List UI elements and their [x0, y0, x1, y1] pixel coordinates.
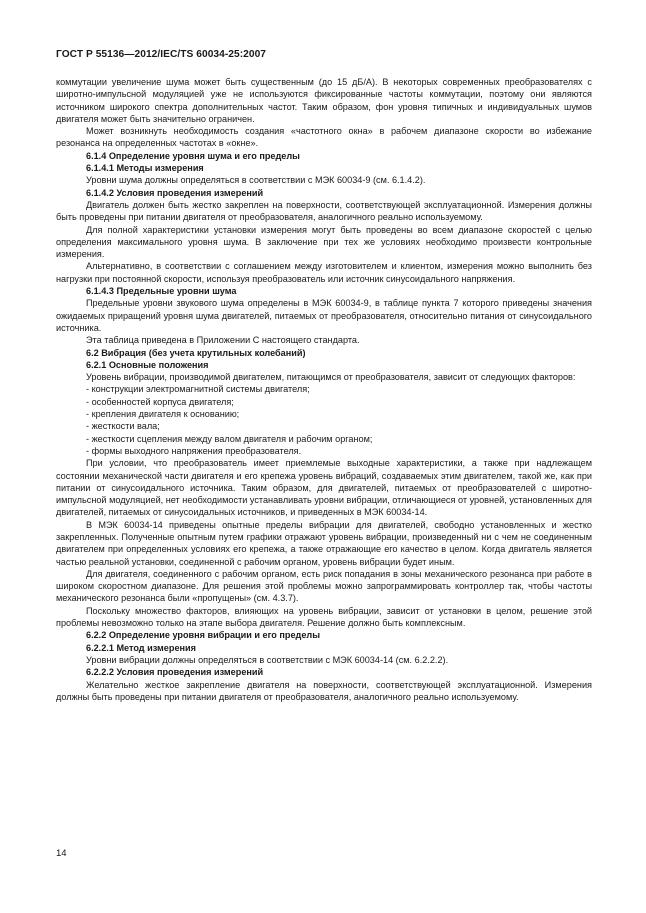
list-item: - жесткости вала; [86, 421, 160, 432]
list-item: - особенностей корпуса двигателя; [86, 396, 234, 407]
section-heading: 6.2.2 Определение уровня вибрации и его пределы [86, 630, 321, 641]
paragraph: Может возникнуть необходимость создания «частотного окна» в рабочем диапазоне скорости во избежание резонанса на определенных частотах в «окне». [56, 126, 592, 149]
paragraph: Желательно жесткое закрепление двигателя на поверхности, соответствующей эксплуатационной. Измерения должны быть проведены при питании двигателя от преобразователя, аналогичного реально используемому. [56, 679, 592, 702]
paragraph: коммутации увеличение шума может быть существенным (до 15 дБ/А). В некоторых современных преобразователях с широтно-импульсной модуляцией уже не используются фиксированные частоты коммутации, поэтому они являются источником широкого спектра дополнительных частот. Таким образом, фон уровня типичных и индивидуальных шумов двигателя может быть значительно ограничен. [56, 77, 592, 124]
section-heading: 6.2.2.2 Условия проведения измерений [86, 667, 264, 678]
paragraph: Для двигателя, соединенного с рабочим органом, есть риск попадания в зоны механического резонанса при работе в широком скоростном диапазоне. Для решения этой проблемы можно запрограммировать контроллер так, чтобы частоты механического резонанса были «пропущены» (см. 4.3.7). [56, 568, 592, 604]
section-heading: 6.2 Вибрация (без учета крутильных колебаний) [86, 347, 306, 358]
paragraph: Для полной характеристики установки измерения могут быть проведены во всем диапазоне скоростей с целью определения максимального уровня шума. В заключение при тех же условиях необходимо произвести контрольные измерения. [56, 224, 592, 260]
document-header: ГОСТ Р 55136—2012/IEC/TS 60034-25:2007 [56, 49, 267, 60]
paragraph: Поскольку множество факторов, влияющих на уровень вибрации, зависит от установки в целом, решение этой проблемы невозможно только на этапе выбора двигателя. Решение должно быть комплексным. [56, 605, 592, 629]
paragraph: Уровни вибрации должны определяться в соответствии с МЭК 60034-14 (см. 6.2.2.2). [86, 654, 449, 665]
section-heading: 6.1.4.1 Методы измерения [86, 163, 204, 174]
section-heading: 6.1.4.2 Условия проведения измерений [86, 187, 264, 198]
list-item: - конструкции электромагнитной системы двигателя; [86, 384, 310, 395]
section-heading: 6.2.1 Основные положения [86, 359, 209, 370]
paragraph: Уровень вибрации, производимой двигателем, питающимся от преобразователя, зависит от следующих факторов: [86, 372, 576, 383]
section-heading: 6.1.4.3 Предельные уровни шума [86, 286, 237, 297]
paragraph: Двигатель должен быть жестко закреплен на поверхности, соответствующей эксплуатационной. Измерения должны быть проведены при питании двигателя от преобразователя, аналогичного реально используемому. [56, 199, 592, 223]
section-heading: 6.1.4 Определение уровня шума и его пределы [86, 150, 300, 161]
list-item: - крепления двигателя к основанию; [86, 409, 240, 420]
section-heading: 6.2.2.1 Метод измерения [86, 642, 196, 653]
list-item: - жесткости сцепления между валом двигателя и рабочим органом; [86, 433, 373, 444]
page-number: 14 [56, 848, 67, 859]
paragraph: В МЭК 60034-14 приведены опытные пределы вибрации для двигателей, свободно установленных и жестко закрепленных. Полученные опытным путем графики отражают уровень вибрации, произведенный ни с чем не соединенным двигателем при определенных условиях его крепежа, а также отражающие его качество в целом. Когда двигатель является частью реальной установки, соединенной с рабочим органом, уровень вибрации будет иным. [56, 519, 592, 567]
paragraph: При условии, что преобразователь имеет приемлемые выходные характеристики, а также при надлежащем состоянии механической части двигателя и его крепежа уровень вибраций, создаваемых этим двигателем, такой же, как при питании от синусоидального источника. Таким образом, для двигателей, питаемых от преобразователей с широтно-импульсной модуляцией, нет необходимости устанавливать уровни вибрации, отличающиеся от уровней, установленных для двигателей, питаемых от синусоидальных источников, и приведенных в МЭК 60034-14. [56, 458, 592, 518]
paragraph: Эта таблица приведена в Приложении С настоящего стандарта. [86, 335, 360, 346]
paragraph: Альтернативно, в соответствии с соглашением между изготовителем и клиентом, измерения можно выполнить без нагрузки при постоянной скорости, используя преобразователь или источник синусоидального напряжения. [56, 261, 592, 284]
paragraph: Уровни шума должны определяться в соответствии с МЭК 60034-9 (см. 6.1.4.2). [86, 175, 426, 186]
paragraph: Предельные уровни звукового шума определены в МЭК 60034-9, в таблице пункта 7 которого приведены значения ожидаемых приращений уровня шума двигателей, питаемых от преобразователя, относительно питания от синусоидального источника. [56, 298, 592, 333]
document-body [56, 76, 592, 703]
list-item: - формы выходного напряжения преобразователя. [86, 445, 302, 456]
